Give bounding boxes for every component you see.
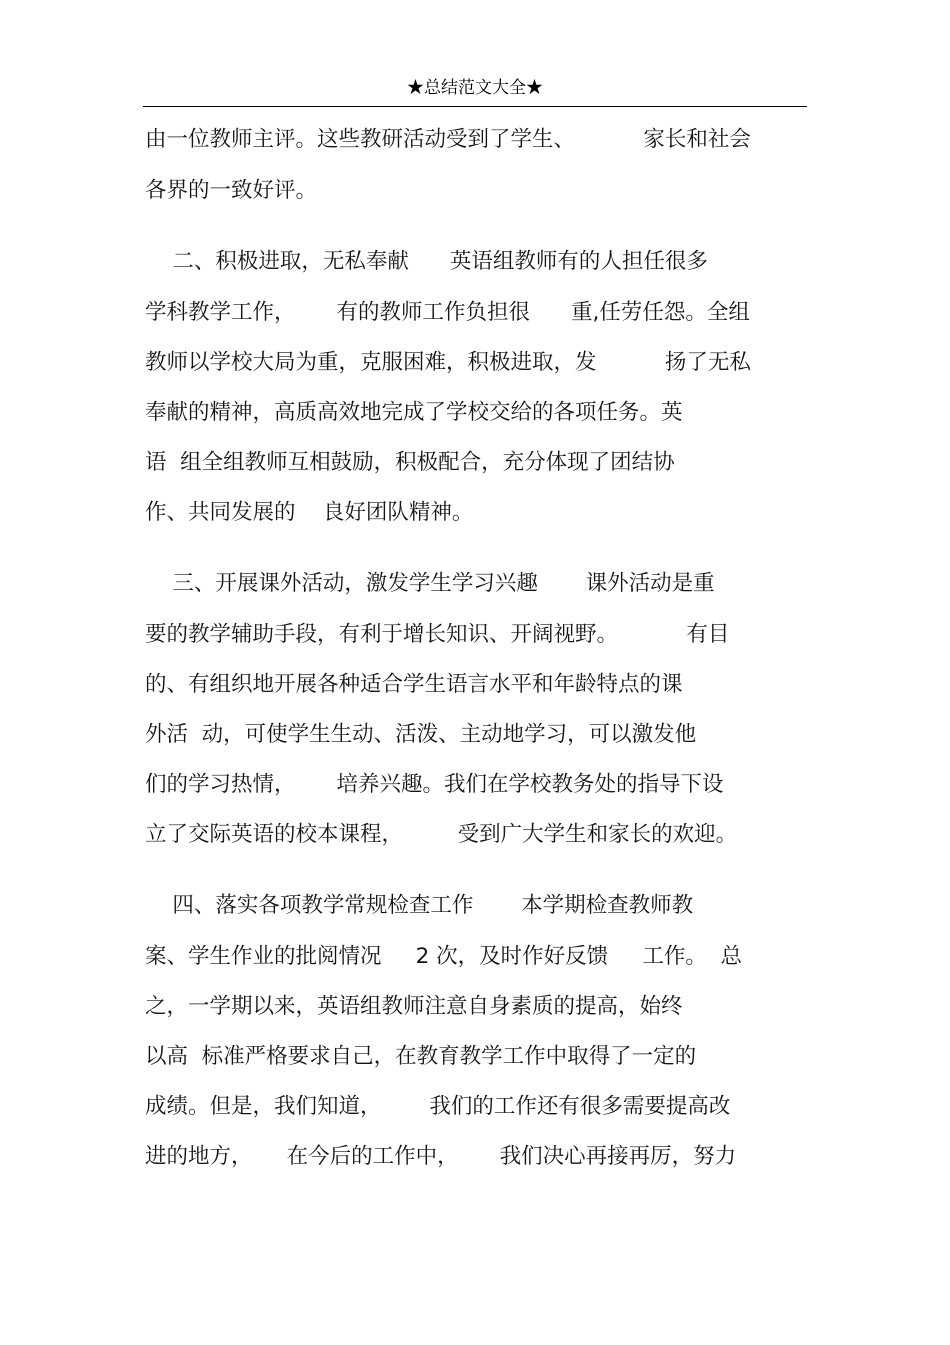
text-line: 外活 动，可使学生生动、活泼、主动地学习，可以激发他 (145, 722, 697, 747)
page-header (143, 76, 807, 107)
text-line: 案、学生作业的批阅情况 2 次，及时作好反馈 工作。 总 (145, 944, 743, 969)
text-line: 立了交际英语的校本课程， 受到广大学生和家长的欢迎。 (145, 822, 738, 847)
header-title: ★总结范文大全★ (407, 78, 543, 98)
text-line: 各界的一致好评。 (145, 178, 318, 203)
text-line: 进的地方， 在今后的工作中， 我们决心再接再厉，努力 (145, 1144, 737, 1169)
text-line: 奉献的精神，高质高效地完成了学校交给的各项任务。英 (145, 400, 683, 425)
text-line: 语 组全组教师互相鼓励，积极配合，充分体现了团结协 (145, 450, 675, 475)
paragraph-heading-line: 三、开展课外活动，激发学生学习兴趣 课外活动是重 (145, 571, 715, 596)
paragraph-heading-line: 四、落实各项教学常规检查工作 本学期检查教师教 (145, 893, 694, 918)
text-line: 学科教学工作， 有的教师工作负担很 重,任劳任怨。全组 (145, 300, 750, 325)
text-line: 作、共同发展的 良好团队精神。 (145, 500, 474, 525)
text-line: 之，一学期以来，英语组教师注意自身素质的提高，始终 (145, 994, 683, 1019)
text-line: 们的学习热情， 培养兴趣。我们在学校教务处的指导下设 (145, 772, 724, 797)
text-line: 成绩。但是，我们知道， 我们的工作还有很多需要提高改 (145, 1094, 731, 1119)
text-line: 由一位教师主评。这些教研活动受到了学生、 家长和社会 (145, 127, 751, 152)
text-line: 以高 标准严格要求自己，在教育教学工作中取得了一定的 (145, 1044, 697, 1069)
paragraph-heading-line: 二、积极进取，无私奉献 英语组教师有的人担任很多 (145, 249, 708, 274)
text-line: 的、有组织地开展各种适合学生语言水平和年龄特点的课 (145, 672, 683, 697)
text-line: 要的教学辅助手段，有利于增长知识、开阔视野。 有目 (145, 622, 730, 647)
text-line: 教师以学校大局为重，克服困难，积极进取，发 扬了无私 (145, 350, 751, 375)
